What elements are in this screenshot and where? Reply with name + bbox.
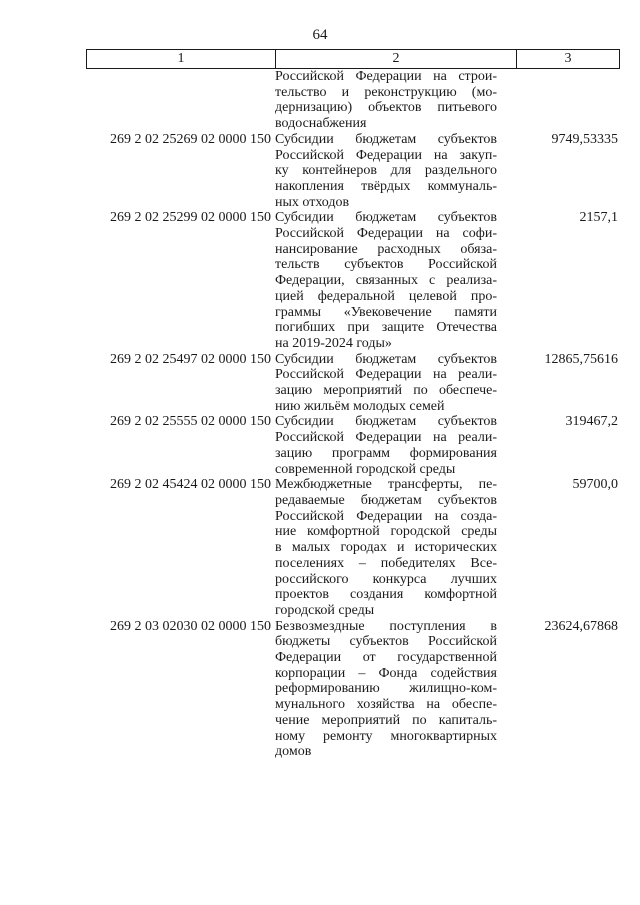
table-row [86,132,620,211]
amount: 9749,53335 [551,131,618,147]
description-line: тельств субъектов Российской [275,257,497,273]
description [275,210,497,351]
description-line: Межбюджетные трансферты, пе- [275,477,497,493]
description [275,414,497,477]
budget-code: 269 2 03 02030 02 0000 150 [110,618,271,634]
description-line: Субсидии бюджетам субъектов [275,351,497,367]
table-row [86,414,620,477]
description-line: граммы «Увековечение памяти [275,304,497,320]
description-line: тельство и реконструкцию (мо- [275,84,497,100]
description-line: водоснабжения [275,116,367,132]
budget-code: 269 2 02 25497 02 0000 150 [110,351,271,367]
description-line: зацию программ формирования [275,445,497,461]
description-line: Федерации от государственной [275,650,497,666]
description-line: нию жильём молодых семей [275,398,445,414]
description-line: цией федеральной целевой про- [275,288,497,304]
description-line: реформированию жилищно-ком- [275,681,497,697]
description-line: в малых городах и исторических [275,540,497,556]
table-row [86,210,620,351]
description-line: бюджеты субъектов Российской [275,634,497,650]
description-line: редаваемые бюджетам субъектов [275,492,497,508]
description-line: Субсидии бюджетам субъектов [275,210,497,226]
description-line: Российской Федерации на софи- [275,226,497,242]
description-line: корпорации – Фонда содействия [275,665,497,681]
column-header-1: 1 [87,50,276,68]
description [275,477,497,618]
description [275,619,497,760]
table-body [86,69,620,760]
description-line: Субсидии бюджетам субъектов [275,131,497,147]
column-header-2: 2 [276,50,517,68]
budget-code [86,69,275,132]
description-line: ние комфортной городской среды [275,524,497,540]
table-row [86,69,620,132]
description-line: Федерации, связанных с реализа- [275,273,497,289]
description [275,132,497,211]
description-line: домов [275,744,312,760]
budget-code: 269 2 02 25299 02 0000 150 [110,210,271,226]
description-line: Российской Федерации на созда- [275,508,497,524]
description-line: ку контейнеров для раздельного [275,163,497,179]
description-line: Российской Федерации на закуп- [275,147,497,163]
page-number: 64 [312,27,328,43]
table-row [86,352,620,415]
description-line: Российской Федерации на реали- [275,430,497,446]
description [275,352,497,415]
amount: 2157,1 [579,210,618,226]
description-line: чение мероприятий по капиталь- [275,712,497,728]
description-line: проектов создания комфортной [275,587,497,603]
description-line: дернизацию) объектов питьевого [275,100,497,116]
table-row [86,477,620,618]
amount: 12865,75616 [544,351,618,367]
description-line: погибших при защите Отечества [275,320,497,336]
budget-code: 269 2 02 25269 02 0000 150 [110,131,271,147]
description-line: мунального хозяйства на обеспе- [275,697,497,713]
description-line: Безвозмездные поступления в [275,618,497,634]
amount: 59700,0 [572,477,618,493]
description-line: Российской Федерации на строи- [275,69,497,84]
description-line: накопления твёрдых коммуналь- [275,178,497,194]
description [275,69,497,132]
amount [497,69,620,132]
description-line: на 2019-2024 годы» [275,335,392,351]
description-line: Субсидии бюджетам субъектов [275,414,497,430]
description-line: Российской Федерации на реали- [275,367,497,383]
description-line: нансирование расходных обяза- [275,241,497,257]
budget-code: 269 2 02 25555 02 0000 150 [110,414,271,430]
column-header-3: 3 [564,51,572,66]
description-line: зацию мероприятий по обеспече- [275,383,497,399]
budget-code: 269 2 02 45424 02 0000 150 [110,477,271,493]
amount: 23624,67868 [544,618,618,634]
description-line: ных отходов [275,194,350,210]
description-line: поселениях – победителях Все- [275,555,497,571]
revenue-table [86,49,620,760]
description-line: городской среды [275,602,375,618]
description-line: современной городской среды [275,461,456,477]
description-line: российского конкурса лучших [275,571,497,587]
table-row [86,619,620,760]
description-line: ному ремонту многоквартирных [275,728,497,744]
table-header [86,49,620,69]
amount: 319467,2 [565,414,618,430]
